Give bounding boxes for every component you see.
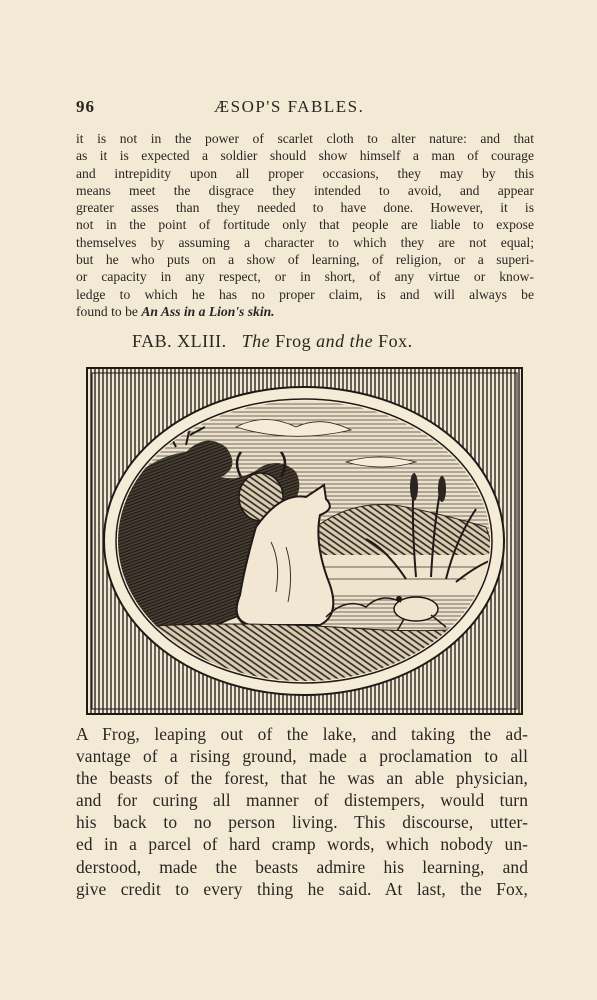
running-title: ÆSOP'S FABLES. xyxy=(214,97,365,116)
fable-title-frog: Frog xyxy=(275,331,312,351)
fable-heading xyxy=(132,331,532,352)
text-line: themselves by assuming a character to which they are not equal; xyxy=(76,234,534,250)
text-line: ledge to which he has no proper claim, is and will always be xyxy=(76,286,534,302)
text-line: not in the point of fortitude only that people are liable to expose xyxy=(76,217,534,233)
text-line: his back to no person living. This discourse, utter- xyxy=(76,812,528,833)
fable-title-and: and xyxy=(316,331,345,351)
text-line: and for curing all manner of distempers, would turn xyxy=(76,790,528,811)
fable-title-the-2: the xyxy=(349,331,374,351)
moral-lead: found to be xyxy=(76,303,142,319)
page-number: 96 xyxy=(76,97,95,116)
moral-line xyxy=(76,303,534,320)
fable-number: FAB. XLIII. xyxy=(132,331,227,351)
text-line: give credit to every thing he said. At last, the Fox, xyxy=(76,878,528,899)
text-line: and intrepidity upon all proper occasions, they may by this xyxy=(76,165,534,181)
text-line: it is not in the power of scarlet cloth to alter nature: and that xyxy=(76,131,534,146)
text-line: vantage of a rising ground, made a proclamation to all xyxy=(76,746,528,767)
previous-fable-conclusion xyxy=(76,130,534,320)
text-line: means meet the disgrace they intended to avoid, and appear xyxy=(76,182,534,198)
fable-title-fox: Fox. xyxy=(378,331,413,351)
woodcut-illustration xyxy=(86,367,523,715)
text-line: as it is expected a soldier should show himself a man of courage xyxy=(76,148,534,164)
text-line: A Frog, leaping out of the lake, and taking the ad- xyxy=(76,724,528,744)
fable-title-the: The xyxy=(241,331,271,351)
running-head xyxy=(76,97,534,119)
text-line: ed in a parcel of hard cramp words, which nobody un- xyxy=(76,834,528,855)
text-line: but he who puts on a show of learning, of religion, or a superi- xyxy=(76,252,534,268)
woodcut-frog-and-fox-image xyxy=(86,367,523,715)
text-line: greater asses than they needed to have done. However, it is xyxy=(76,200,534,216)
text-line: the beasts of the forest, that he was an able physician, xyxy=(76,768,528,789)
text-line: derstood, made the beasts admire his learning, and xyxy=(76,856,528,877)
moral-text: An Ass in a Lion's skin. xyxy=(141,303,275,319)
text-line: or capacity in any respect, or in short, of any virtue or know- xyxy=(76,269,534,285)
fable-text xyxy=(76,723,528,900)
